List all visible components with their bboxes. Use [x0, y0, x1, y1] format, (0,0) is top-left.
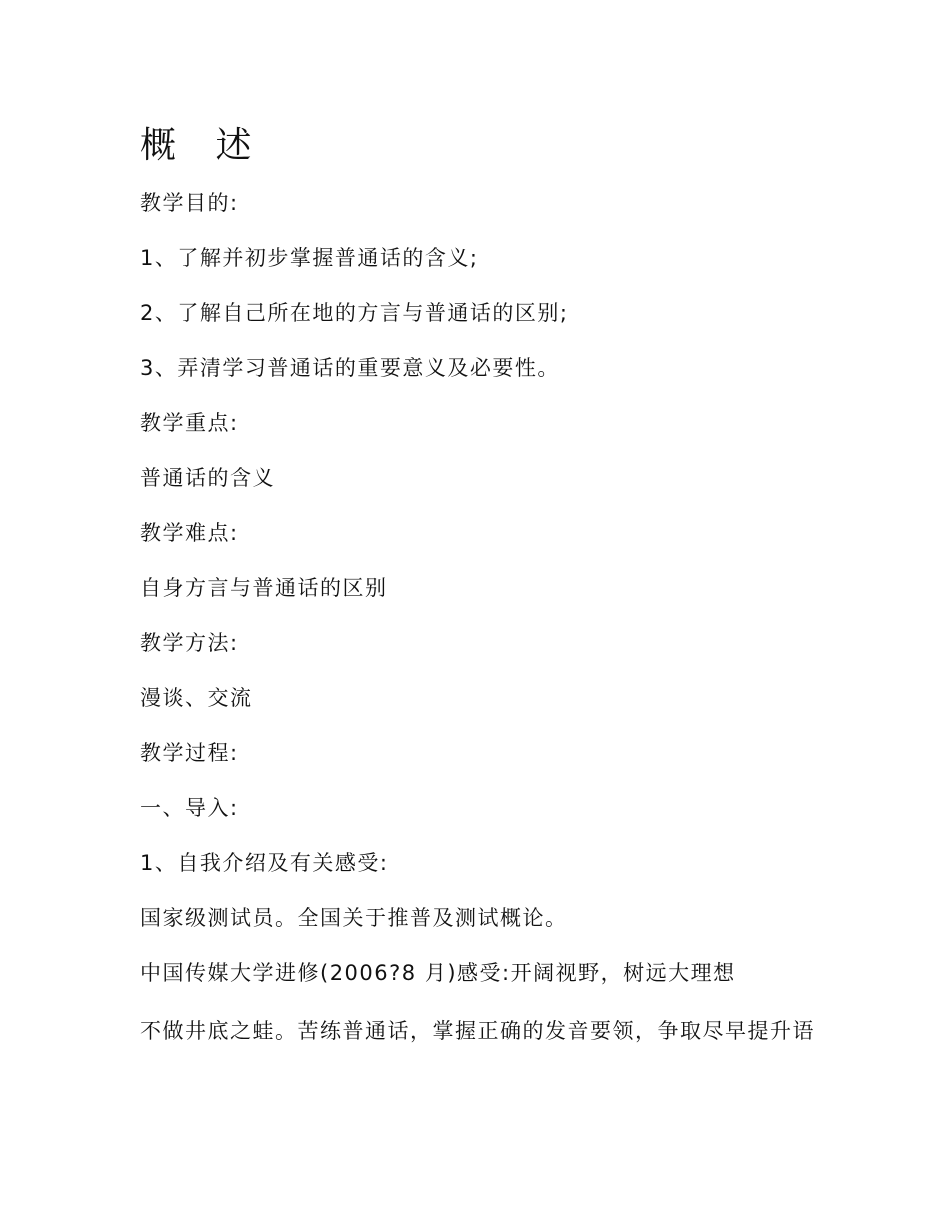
key-points-text: 普通话的含义: [140, 466, 275, 490]
section-label-objectives: 教学目的:: [140, 191, 239, 215]
objective-item-1: 1、了解并初步掌握普通话的含义;: [140, 246, 479, 270]
document-title: 概 述: [140, 125, 266, 166]
section-label-key-points: 教学重点:: [140, 411, 239, 435]
objective-item-2: 2、了解自己所在地的方言与普通话的区别;: [140, 301, 569, 325]
process-heading-intro: 一、导入:: [140, 796, 239, 820]
process-item-1: 1、自我介绍及有关感受:: [140, 851, 389, 875]
section-label-process: 教学过程:: [140, 741, 239, 765]
objective-item-3: 3、弄清学习普通话的重要意义及必要性。: [140, 356, 560, 380]
section-label-difficulties: 教学难点:: [140, 521, 239, 545]
section-label-methods: 教学方法:: [140, 631, 239, 655]
methods-text: 漫谈、交流: [140, 686, 253, 710]
difficulties-text: 自身方言与普通话的区别: [140, 576, 388, 600]
paragraph-line: 国家级测试员。全国关于推普及测试概论。: [140, 906, 568, 930]
paragraph-line: 中国传媒大学进修(2006?8 月)感受:开阔视野，树远大理想: [140, 961, 736, 985]
paragraph-line: 不做井底之蛙。苦练普通话，掌握正确的发音要领，争取尽早提升语: [140, 1019, 815, 1043]
document-body: [140, 118, 820, 1049]
